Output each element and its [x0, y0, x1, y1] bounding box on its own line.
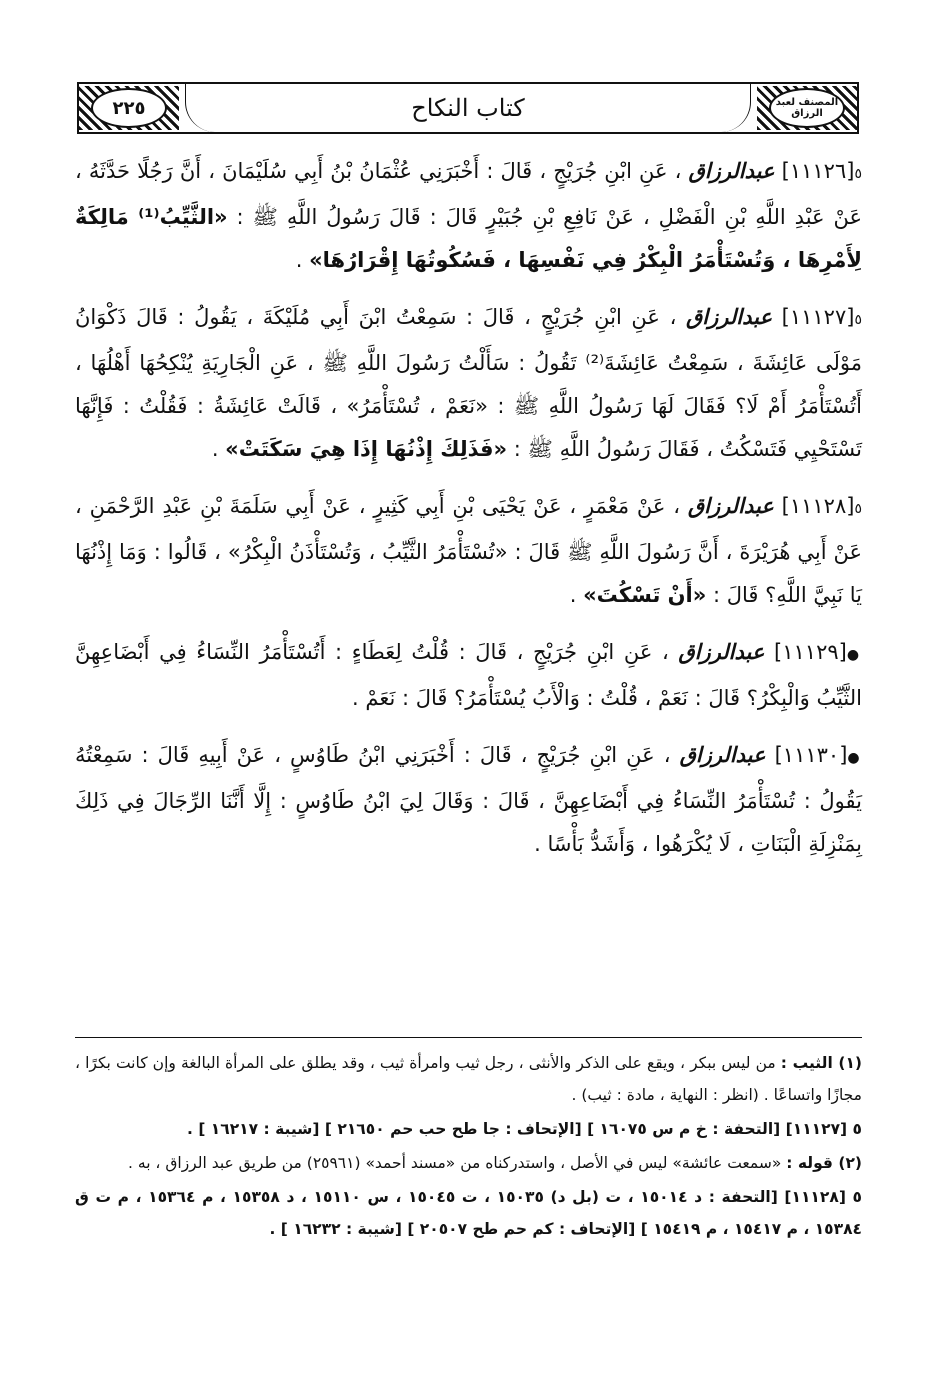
- footnote-lead: ٥ [١١١٢٧] [التحفة :: [712, 1120, 862, 1138]
- hadith-body: ، عَنِ ابْنِ جُرَيْجٍ ، قَالَ : أَخْبَرَنِي عُثْمَانُ بْنُ أَبِي سُلَيْمَانَ ، أَنَّ رَجُلًا حَدَّثَهُ ، عَنْ عَبْدِ اللَّهِ بْنِ الْفَضْلِ ، عَنْ نَافِعِ بْنِ جُبَيْرٍ قَالَ : قَالَ رَسُولُ اللَّهِ ﷺ :: [75, 159, 862, 229]
- footnote: [75, 1147, 862, 1179]
- narrator-name: عبدالرزاق: [687, 494, 774, 518]
- footnote-text: خ م س ١٦٠٧٥ ] [الإتحاف : جا طح حب حم ٢١٦٥٠ ] [شيبة : ١٦٢١٧ ] .: [187, 1120, 713, 1138]
- hadith-body: ، عَنْ مَعْمَرٍ ، عَنْ يَحْيَى بْنِ أَبِي كَثِيرٍ ، عَنْ أَبِي سَلَمَةَ بْنِ عَبْدِ الرَّحْمَنِ ، عَنْ أَبِي هُرَيْرَةَ ، أَنَّ رَسُولَ اللَّهِ ﷺ قَالَ : «تُسْتَأْمَرُ الثَّيِّبُ ، وَتُسْتَأْذَنُ الْبِكْرُ» ، قَالُوا : وَمَا إِذْنُهَا يَا نَبِيَّ اللَّهِ؟ قَالَ :: [75, 494, 862, 607]
- footnote: [75, 1113, 862, 1145]
- footnote-lead: ٥ [١١١٢٨] [التحفة :: [708, 1188, 862, 1206]
- hadith-tail: .: [211, 437, 226, 461]
- footnote-lead: (٢) قوله :: [786, 1154, 862, 1172]
- entry-marker: ●: [846, 647, 862, 663]
- entry-marker: ٥: [854, 166, 862, 182]
- hadith-text: [75, 150, 862, 880]
- hadith-body: ، عَنِ ابْنِ جُرَيْجٍ ، قَالَ : أَخْبَرَنِي ابْنُ طَاوُسٍ ، عَنْ أَبِيهِ قَالَ : سَمِعْتُهُ يَقُولُ : تُسْتَأْمَرُ النِّسَاءُ فِي أَبْضَاعِهِنَّ ، قَالَ : وَقَالَ لِيَ ابْنُ طَاوُسٍ : إِلَّا أَنَّنَا الرِّجَالَ فِي ذَلِكَ بِمَنْزِلَةِ الْبَنَاتِ ، لَا يُكْرَهُوا ، وَأَشَدُّ بَأْسًا .: [75, 743, 862, 856]
- footnote-text: «سمعت عائشة» ليس في الأصل ، واستدركناه من «مسند أحمد» (٢٥٩٦١) من طريق عبد الرزاق ، به .: [128, 1154, 787, 1172]
- hadith-tail: .: [295, 248, 310, 272]
- book-logo-ornament: [757, 86, 857, 130]
- footnote-separator: [75, 1037, 862, 1038]
- hadith-number: [١١١٢٧]: [781, 305, 855, 329]
- footnote-lead: (١) الثيب :: [780, 1054, 862, 1072]
- narrator-name: عبدالرزاق: [688, 159, 775, 183]
- hadith-number: [١١١٢٦]: [781, 159, 855, 183]
- hadith-quote: «أَنْ تَسْكُتَ»: [583, 583, 707, 607]
- footnote: [75, 1047, 862, 1111]
- footnote: [75, 1181, 862, 1245]
- hadith-number: [١١١٣٠]: [774, 743, 848, 767]
- hadith-entry: [75, 631, 862, 720]
- footnote-text: د ١٥٠١٤ ، ت (بل د) ١٥٠٣٥ ، ت ١٥٠٤٥ ، س ١٥١١٠ ، د ١٥٣٥٨ ، م ١٥٣٦٤ ، م ت ق ١٥٣٨٤ ، م ١٥٤١٧ ، م ١٥٤١٩ ] [الإتحاف : كم حم طح ٢٠٥٠٧ ] [شيبة : ١٦٢٣٢ ] .: [75, 1188, 862, 1238]
- narrator-name: عبدالرزاق: [686, 305, 772, 329]
- hadith-quote: «الثَّيِّبُ⁽¹⁾ مَالِكَةٌ لِأَمْرِهَا ، وَتُسْتَأْمَرُ الْبِكْرُ فِي نَفْسِهَا ، فَسُكُوتُهَا إِقْرَارُهَا»: [75, 205, 862, 272]
- footnote-text: من ليس ببكر ، ويقع على الذكر والأنثى ، رجل ثيب وامرأة ثيب ، وقد يطلق على المرأة البالغة وإن كانت بكرًا ، مجازًا واتساعًا . (انظر : النهاية ، مادة : ثيب) .: [75, 1054, 862, 1104]
- hadith-body: ، عَنِ ابْنِ جُرَيْجٍ ، قَالَ : قُلْتُ لِعَطَاءٍ : أَتُسْتَأْمَرُ النِّسَاءُ فِي أَبْضَاعِهِنَّ الثَّيِّبُ وَالْبِكْرُ؟ قَالَ : نَعَمْ ، قُلْتُ : وَالْأَبُ يُسْتَأْمَرُ؟ قَالَ : نَعَمْ .: [75, 640, 862, 710]
- entry-marker: ٥: [854, 312, 862, 328]
- page-number: ٢٢٥: [112, 97, 146, 119]
- hadith-number: [١١١٢٩]: [774, 640, 847, 664]
- page-number-ornament: [79, 86, 179, 130]
- hadith-quote: «فَذَلِكَ إِذْنُهَا إِذَا هِيَ سَكَتَتْ»: [225, 437, 508, 461]
- hadith-entry: [75, 734, 862, 866]
- hadith-body: ، عَنِ ابْنِ جُرَيْجٍ ، قَالَ : سَمِعْتُ ابْنَ أَبِي مُلَيْكَةَ ، يَقُولُ : قَالَ ذَكْوَانُ مَوْلَى عَائِشَةَ ، سَمِعْتُ عَائِشَةَ⁽²⁾ تَقُولُ : سَأَلْتُ رَسُولَ اللَّهِ ﷺ ، عَنِ الْجَارِيَةِ يُنْكِحُهَا أَهْلُهَا ، أَتُسْتَأْمَرُ أَمْ لَا؟ فَقَالَ لَهَا رَسُولُ اللَّهِ ﷺ : «نَعَمْ ، تُسْتَأْمَرُ» ، قَالَتْ عَائِشَةُ : فَقُلْتُ : فَإِنَّهَا تَسْتَحْيِي فَتَسْكُتُ ، فَقَالَ رَسُولُ اللَّهِ ﷺ :: [75, 305, 863, 461]
- book-title: كتاب النكاح: [185, 84, 751, 132]
- hadith-tail: .: [569, 583, 584, 607]
- hadith-entry: [75, 150, 862, 282]
- narrator-name: عبدالرزاق: [679, 743, 766, 767]
- entry-marker: ●: [847, 750, 862, 766]
- narrator-name: عبدالرزاق: [678, 640, 765, 664]
- hadith-entry: [75, 485, 862, 617]
- page-header: [77, 82, 859, 134]
- entry-marker: ٥: [854, 501, 862, 517]
- hadith-number: [١١١٢٨]: [781, 494, 855, 518]
- footnotes: [75, 1047, 862, 1247]
- book-logo: المصنف لعبد الرزاق: [775, 97, 839, 119]
- hadith-entry: [75, 296, 862, 471]
